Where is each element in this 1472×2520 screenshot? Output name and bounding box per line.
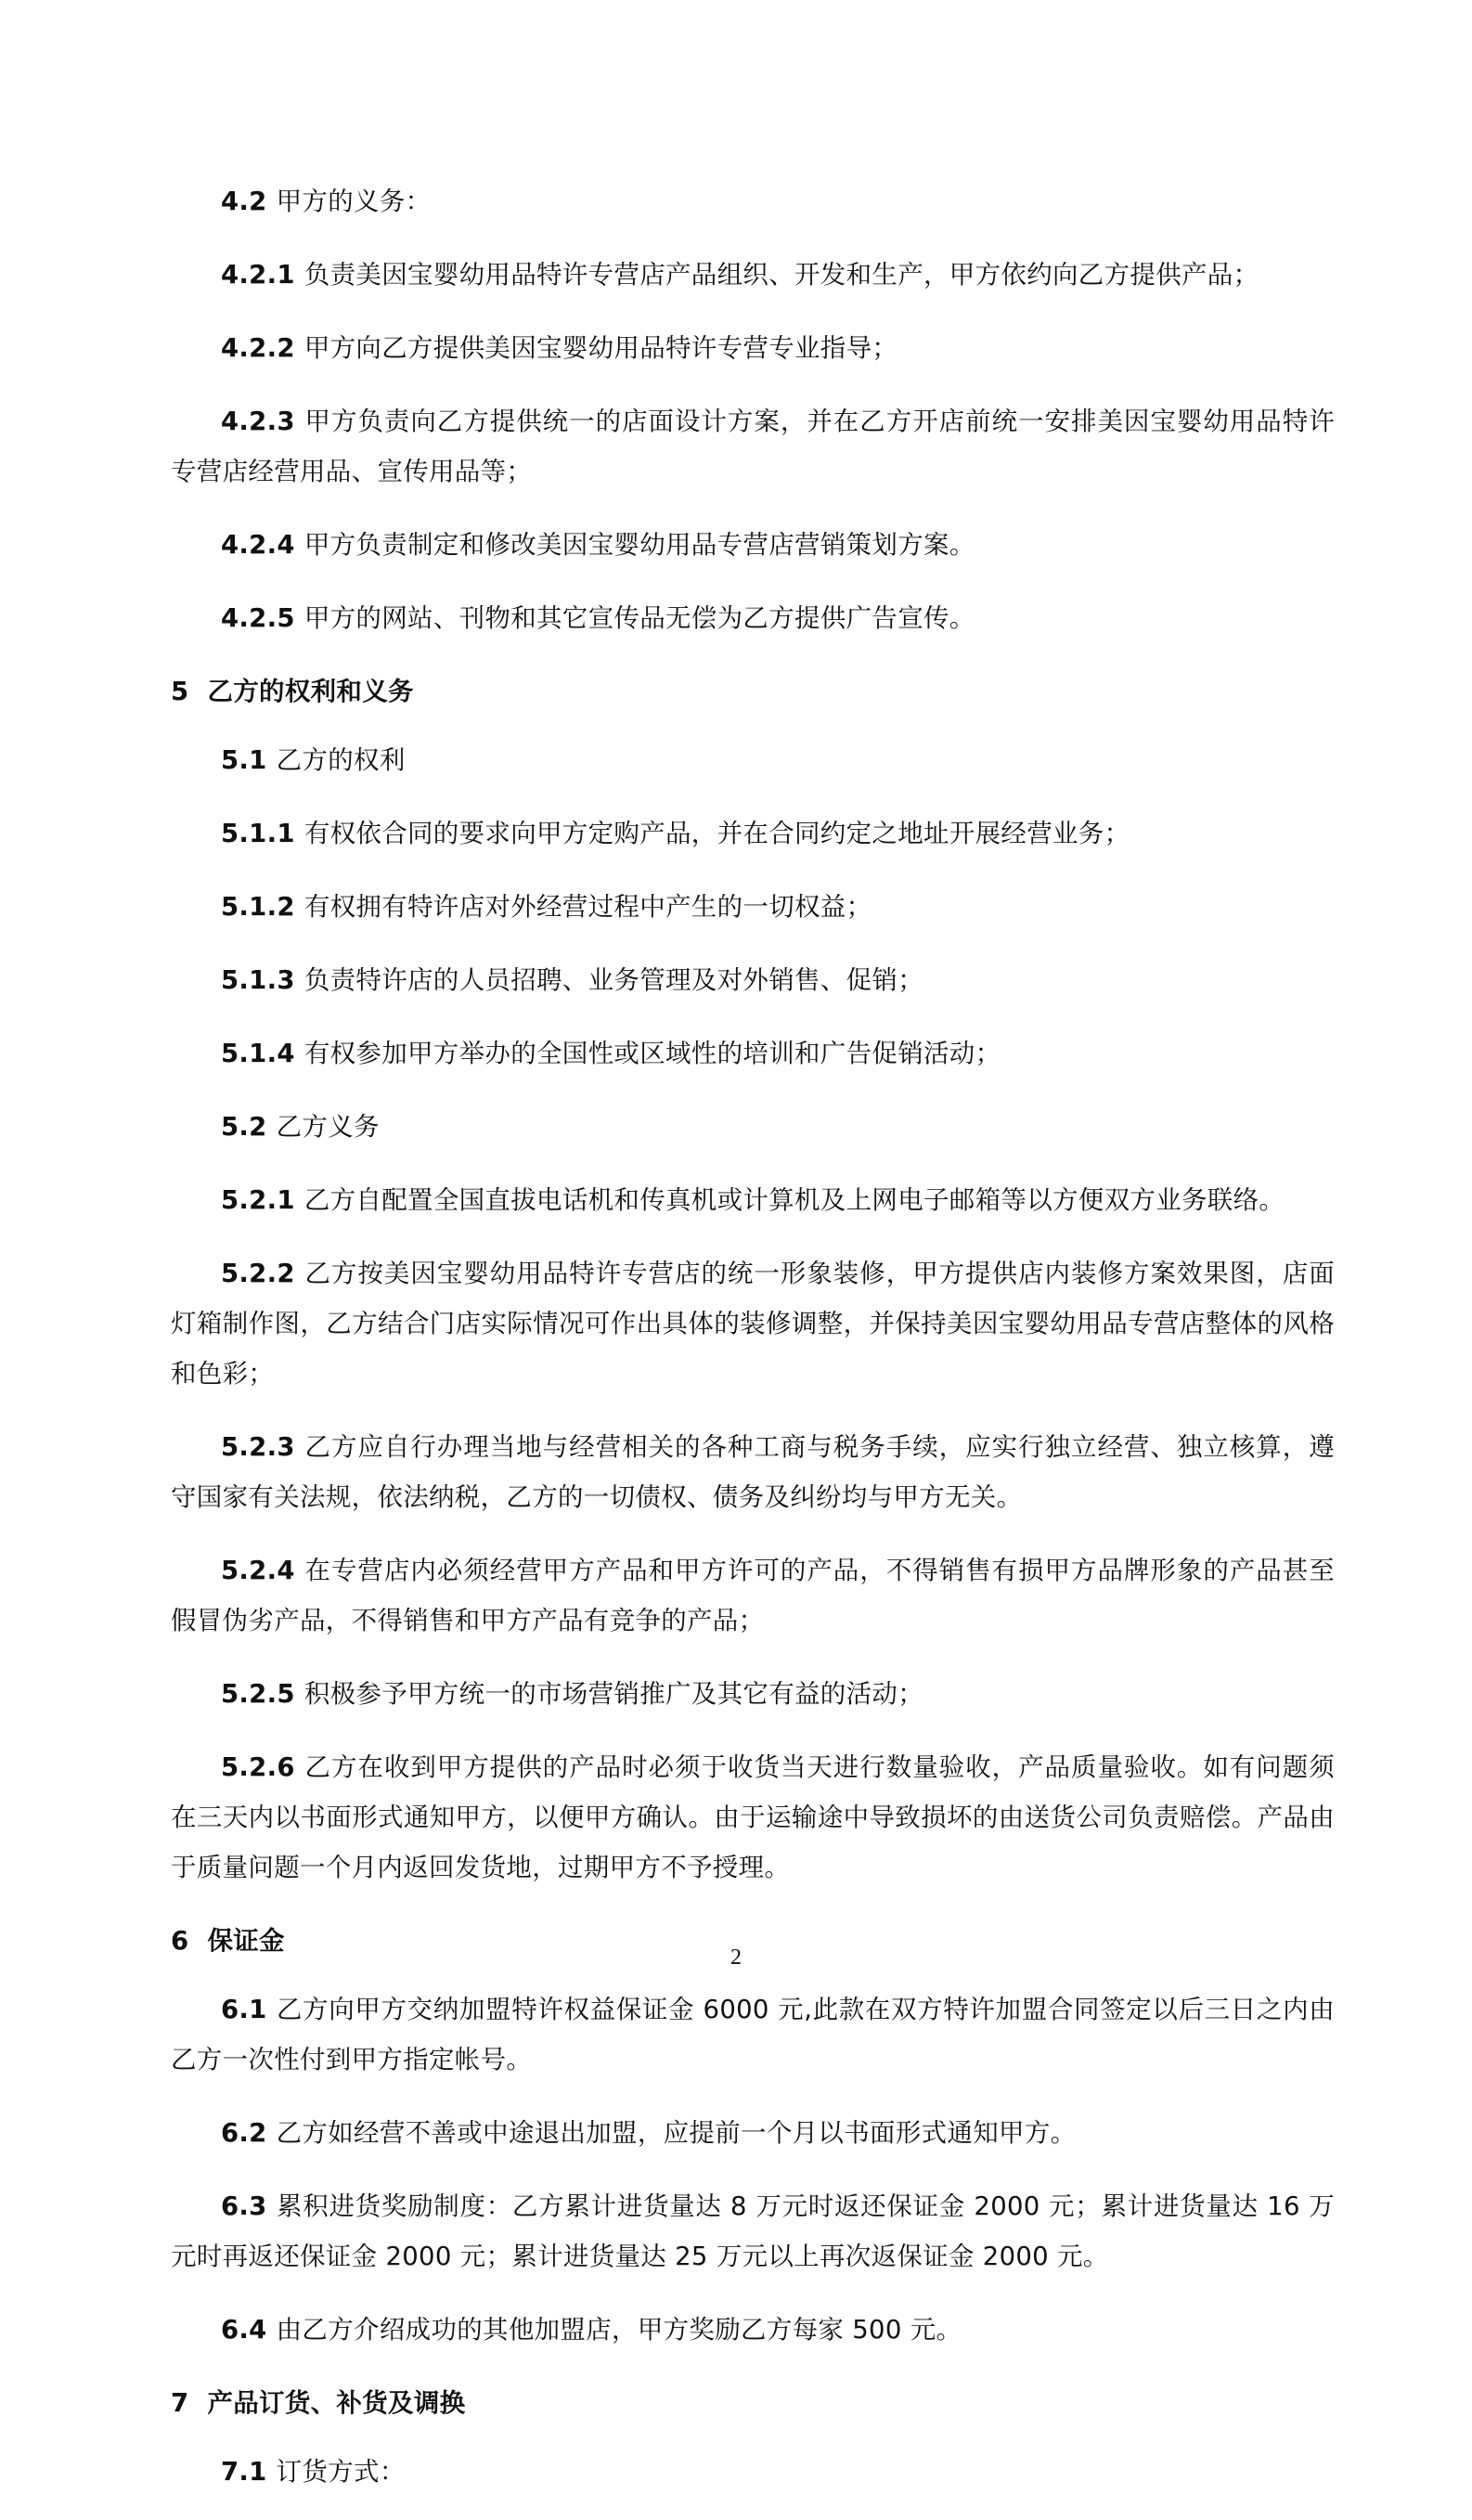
clause-number: 5.2.2 <box>221 1259 295 1288</box>
clause-text: 在专营店内必须经营甲方产品和甲方许可的产品，不得销售有损甲方品牌形象的产品甚至假冒伪劣产品，不得销售和甲方产品有竞争的产品； <box>171 1556 1335 1635</box>
clause-number: 6.2 <box>221 2118 267 2148</box>
page-number: 2 <box>730 1945 742 1970</box>
document-body <box>171 176 1335 2520</box>
clause-number: 6.4 <box>221 2315 267 2345</box>
clause-number: 4.2.3 <box>221 407 295 436</box>
clause-text: 乙方如经营不善或中途退出加盟，应提前一个月以书面形式通知甲方。 <box>276 2118 1077 2148</box>
clause-text: 负责特许店的人员招聘、业务管理及对外销售、促销； <box>303 965 924 995</box>
section-5-heading <box>171 666 1335 717</box>
clause-5-2-3 <box>171 1422 1335 1522</box>
clause-number: 6.3 <box>221 2191 267 2221</box>
clause-number: 5.2 <box>221 1112 267 1142</box>
clause-text: 甲方的义务： <box>276 187 432 216</box>
clause-text: 甲方向乙方提供美因宝婴幼用品特许专营专业指导； <box>303 333 898 363</box>
clause-4-2 <box>171 176 1335 226</box>
clause-4-2-5 <box>171 593 1335 643</box>
clause-number: 4.2.5 <box>221 603 295 633</box>
clause-5-1-4 <box>171 1028 1335 1079</box>
clause-text: 乙方义务 <box>276 1112 380 1142</box>
section-title: 产品订货、补货及调换 <box>207 2388 466 2418</box>
section-number: 5 <box>171 677 189 706</box>
clause-text: 积极参予甲方统一的市场营销推广及其它有益的活动； <box>303 1679 924 1709</box>
clause-text: 甲方的网站、刊物和其它宣传品无偿为乙方提供广告宣传。 <box>303 603 975 633</box>
clause-text: 乙方向甲方交纳加盟特许权益保证金 6000 元,此款在双方特许加盟合同签定以后三日之内由乙方一次性付到甲方指定帐号。 <box>171 1995 1335 2074</box>
clause-text: 由乙方介绍成功的其他加盟店，甲方奖励乙方每家 500 元。 <box>276 2315 962 2345</box>
clause-number: 5.1.2 <box>221 892 295 922</box>
clause-number: 5.1.3 <box>221 965 295 995</box>
clause-text: 乙方在收到甲方提供的产品时必须于收货当天进行数量验收，产品质量验收。如有问题须在三天内以书面形式通知甲方，以便甲方确认。由于运输途中导致损坏的由送货公司负责赔偿。产品由于质量问题一个月内返回发货地，过期甲方不予授理。 <box>171 1752 1335 1882</box>
clause-text: 有权参加甲方举办的全国性或区域性的培训和广告促销活动； <box>303 1039 1001 1068</box>
clause-4-2-4 <box>171 520 1335 570</box>
clause-number: 5.1.1 <box>221 819 295 848</box>
clause-text: 乙方按美因宝婴幼用品特许专营店的统一形象装修，甲方提供店内装修方案效果图，店面灯箱制作图，乙方结合门店实际情况可作出具体的装修调整，并保持美因宝婴幼用品专营店整体的风格和色彩； <box>171 1259 1335 1389</box>
clause-number: 4.2 <box>221 187 267 216</box>
clause-text: 订货方式： <box>276 2457 406 2487</box>
clause-5-1 <box>171 735 1335 785</box>
clause-4-2-2 <box>171 323 1335 373</box>
clause-text: 有权依合同的要求向甲方定购产品，并在合同约定之地址开展经营业务； <box>303 819 1130 848</box>
section-number: 7 <box>171 2388 189 2418</box>
clause-5-2-6 <box>171 1742 1335 1893</box>
clause-text: 甲方负责制定和修改美因宝婴幼用品专营店营销策划方案。 <box>303 530 975 560</box>
clause-4-2-3 <box>171 396 1335 497</box>
clause-7-1 <box>171 2447 1335 2497</box>
clause-text: 乙方应自行办理当地与经营相关的各种工商与税务手续，应实行独立经营、独立核算，遵守国家有关法规，依法纳税，乙方的一切债权、债务及纠纷均与甲方无关。 <box>171 1432 1335 1512</box>
clause-5-1-2 <box>171 882 1335 932</box>
section-number: 6 <box>171 1926 189 1956</box>
clause-text: 累积进货奖励制度：乙方累计进货量达 8 万元时返还保证金 2000 元；累计进货量达 16 万元时再返还保证金 2000 元；累计进货量达 25 万元以上再次返保证金 2000 元。 <box>171 2191 1335 2271</box>
clause-number: 5.1 <box>221 745 267 775</box>
clause-number: 4.2.4 <box>221 530 295 560</box>
clause-number: 5.2.1 <box>221 1185 295 1215</box>
clause-6-2 <box>171 2108 1335 2158</box>
clause-text: 甲方负责向乙方提供统一的店面设计方案，并在乙方开店前统一安排美因宝婴幼用品特许专营店经营用品、宣传用品等； <box>171 407 1335 486</box>
clause-number: 4.2.2 <box>221 333 295 363</box>
section-title: 保证金 <box>207 1926 285 1956</box>
clause-5-2-2 <box>171 1248 1335 1399</box>
clause-5-2 <box>171 1102 1335 1152</box>
section-7-heading <box>171 2378 1335 2428</box>
clause-number: 5.2.6 <box>221 1752 295 1782</box>
clause-5-2-4 <box>171 1545 1335 1646</box>
clause-5-1-3 <box>171 955 1335 1005</box>
clause-5-1-1 <box>171 808 1335 859</box>
clause-number: 4.2.1 <box>221 260 295 290</box>
clause-text: 乙方自配置全国直拔电话机和传真机或计算机及上网电子邮箱等以方便双方业务联络。 <box>303 1185 1285 1215</box>
clause-number: 5.1.4 <box>221 1039 295 1068</box>
clause-text: 有权拥有特许店对外经营过程中产生的一切权益； <box>303 892 872 922</box>
section-title: 乙方的权利和义务 <box>207 677 414 706</box>
clause-number: 5.2.5 <box>221 1679 295 1709</box>
clause-number: 6.1 <box>221 1995 267 2024</box>
clause-number: 5.2.4 <box>221 1556 295 1585</box>
clause-4-2-1 <box>171 250 1335 300</box>
clause-text: 乙方的权利 <box>276 745 406 775</box>
clause-5-2-5 <box>171 1669 1335 1719</box>
clause-6-3 <box>171 2181 1335 2281</box>
clause-6-1 <box>171 1984 1335 2085</box>
clause-6-4 <box>171 2305 1335 2355</box>
clause-text: 负责美因宝婴幼用品特许专营店产品组织、开发和生产，甲方依约向乙方提供产品； <box>303 260 1259 290</box>
clause-5-2-1 <box>171 1175 1335 1225</box>
clause-number: 5.2.3 <box>221 1432 295 1462</box>
clause-number: 7.1 <box>221 2457 267 2487</box>
